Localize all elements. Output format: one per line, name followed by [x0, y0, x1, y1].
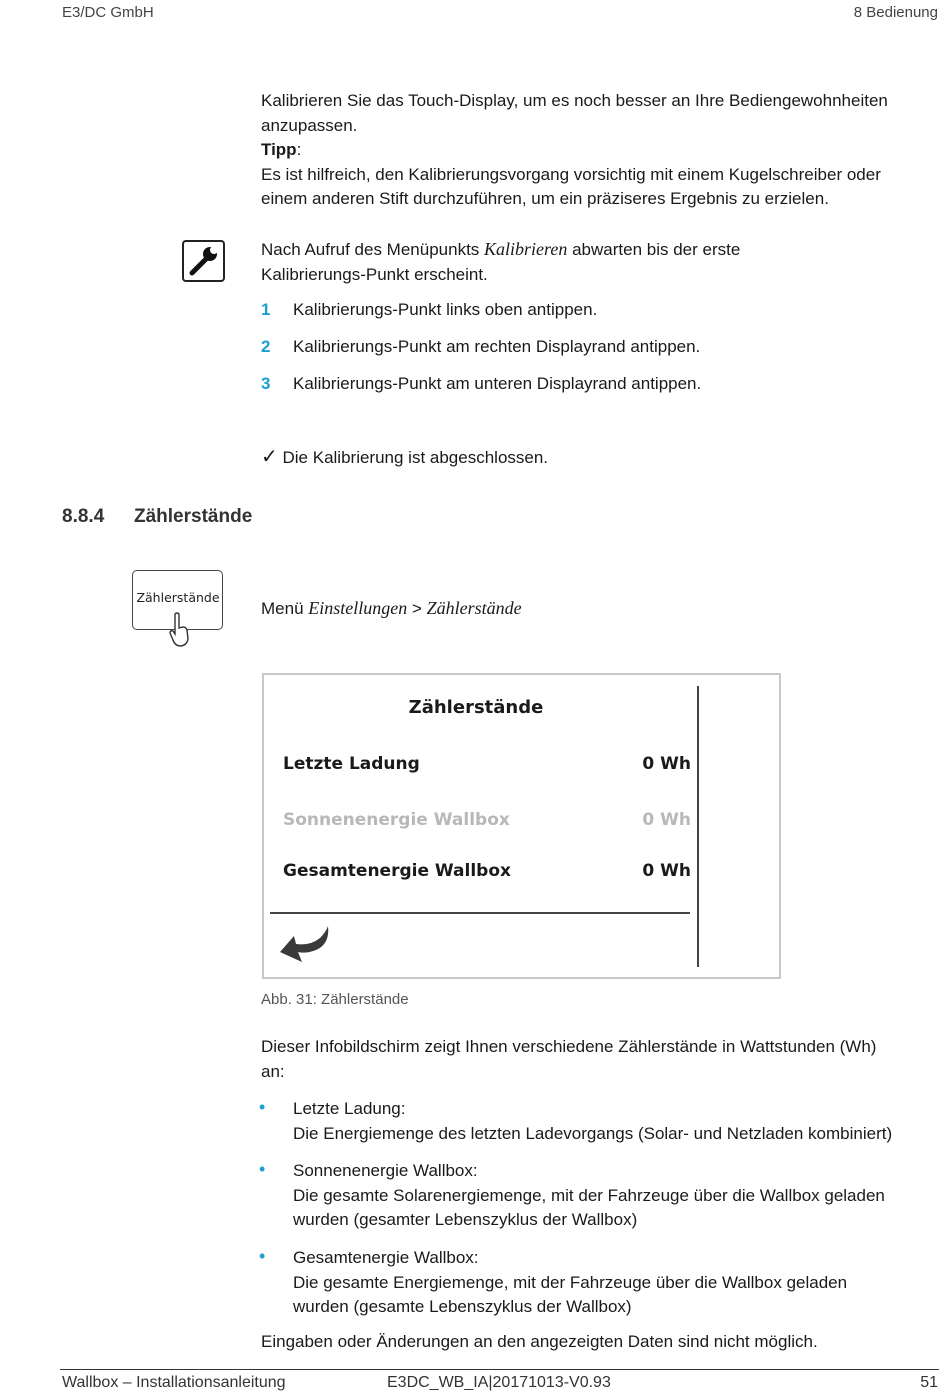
- section-number: 8.8.4: [62, 506, 105, 527]
- bullet-gesamtenergie: Gesamtenergie Wallbox: Die gesamte Energiemenge, mit der Fahrzeuge über die Wallbox geladen wurden (gesamte Lebenszyklus der Wallbox): [293, 1248, 848, 1316]
- screen-title: Zählerstände: [408, 697, 544, 718]
- checkmark-icon: ✓: [261, 444, 278, 468]
- row-letzte-ladung-label: Letzte Ladung: [283, 754, 420, 774]
- row-sonnenenergie-value: 0 Wh: [642, 810, 691, 830]
- bullet-dot: •: [259, 1159, 266, 1179]
- note-text: Eingaben oder Änderungen an den angezeigten Daten sind nicht möglich.: [261, 1332, 818, 1351]
- row-letzte-ladung-value: 0 Wh: [642, 754, 691, 774]
- screen-scrollbar: [697, 686, 699, 967]
- footer-doc-id: E3DC_WB_IA|20171013-V0.93: [387, 1374, 611, 1391]
- step-2: 2 Kalibrierungs-Punkt am rechten Displayrand antippen.: [261, 337, 701, 356]
- screen-divider: [270, 912, 690, 914]
- menu-button-zaehlerstaende: [132, 570, 224, 650]
- menu-button-label: Zählerstände: [136, 590, 220, 605]
- back-arrow-icon: [276, 922, 334, 970]
- footer-rule: [60, 1369, 939, 1370]
- row-gesamtenergie-value: 0 Wh: [642, 861, 691, 881]
- bullet-dot: •: [259, 1246, 266, 1266]
- section-title: Zählerstände: [134, 506, 253, 527]
- menu-item-kalibrieren: Kalibrieren: [484, 239, 568, 259]
- page-number: 51: [920, 1374, 938, 1391]
- bullet-letzte-ladung: Letzte Ladung: Die Energiemenge des letzten Ladevorgangs (Solar- und Netzladen kombiniert): [293, 1099, 893, 1143]
- display-screenshot: [262, 673, 781, 979]
- header-chapter: 8 Bedienung: [853, 4, 938, 21]
- hand-pointer-icon: [168, 612, 192, 648]
- step-1: 1 Kalibrierungs-Punkt links oben antippen.: [261, 300, 598, 319]
- bullet-dot: •: [259, 1097, 266, 1117]
- figure-caption: Abb. 31: Zählerstände: [261, 991, 409, 1008]
- tip-heading: Tipp:: [261, 140, 302, 159]
- row-sonnenenergie-label: Sonnenenergie Wallbox: [283, 810, 510, 830]
- calibration-instruction: Nach Aufruf des Menüpunkts Kalibrieren abwarten bis der erste Kalibrierungs-Punkt erscheint.: [261, 239, 741, 284]
- info-text: Dieser Infobildschirm zeigt Ihnen verschiedene Zählerstände in Wattstunden (Wh) an:: [261, 1037, 877, 1081]
- step-3: 3 Kalibrierungs-Punkt am unteren Displayrand antippen.: [261, 374, 702, 393]
- row-gesamtenergie-label: Gesamtenergie Wallbox: [283, 861, 511, 881]
- intro-text: Kalibrieren Sie das Touch-Display, um es noch besser an Ihre Bediengewohnheiten anzupassen. Tipp: Es ist hilfreich, den Kalibrierungsvorgang vorsichtig mit einem Kugelschreiber oder einem anderen Stift durchzuführen, um ein präziseres Ergebnis zu erzielen.: [261, 89, 941, 212]
- result-line: ✓ Die Kalibrierung ist abgeschlossen.: [261, 444, 549, 468]
- header-company: E3/DC GmbH: [62, 4, 154, 21]
- wrench-icon: [182, 240, 225, 282]
- bullet-sonnenenergie: Sonnenenergie Wallbox: Die gesamte Solarenergiemenge, mit der Fahrzeuge über die Wallbox geladen wurden (gesamter Lebenszyklus der Wallbox): [293, 1161, 885, 1229]
- footer-title: Wallbox – Installationsanleitung: [62, 1374, 286, 1391]
- menu-path: Menü Einstellungen > Zählerstände: [261, 598, 522, 618]
